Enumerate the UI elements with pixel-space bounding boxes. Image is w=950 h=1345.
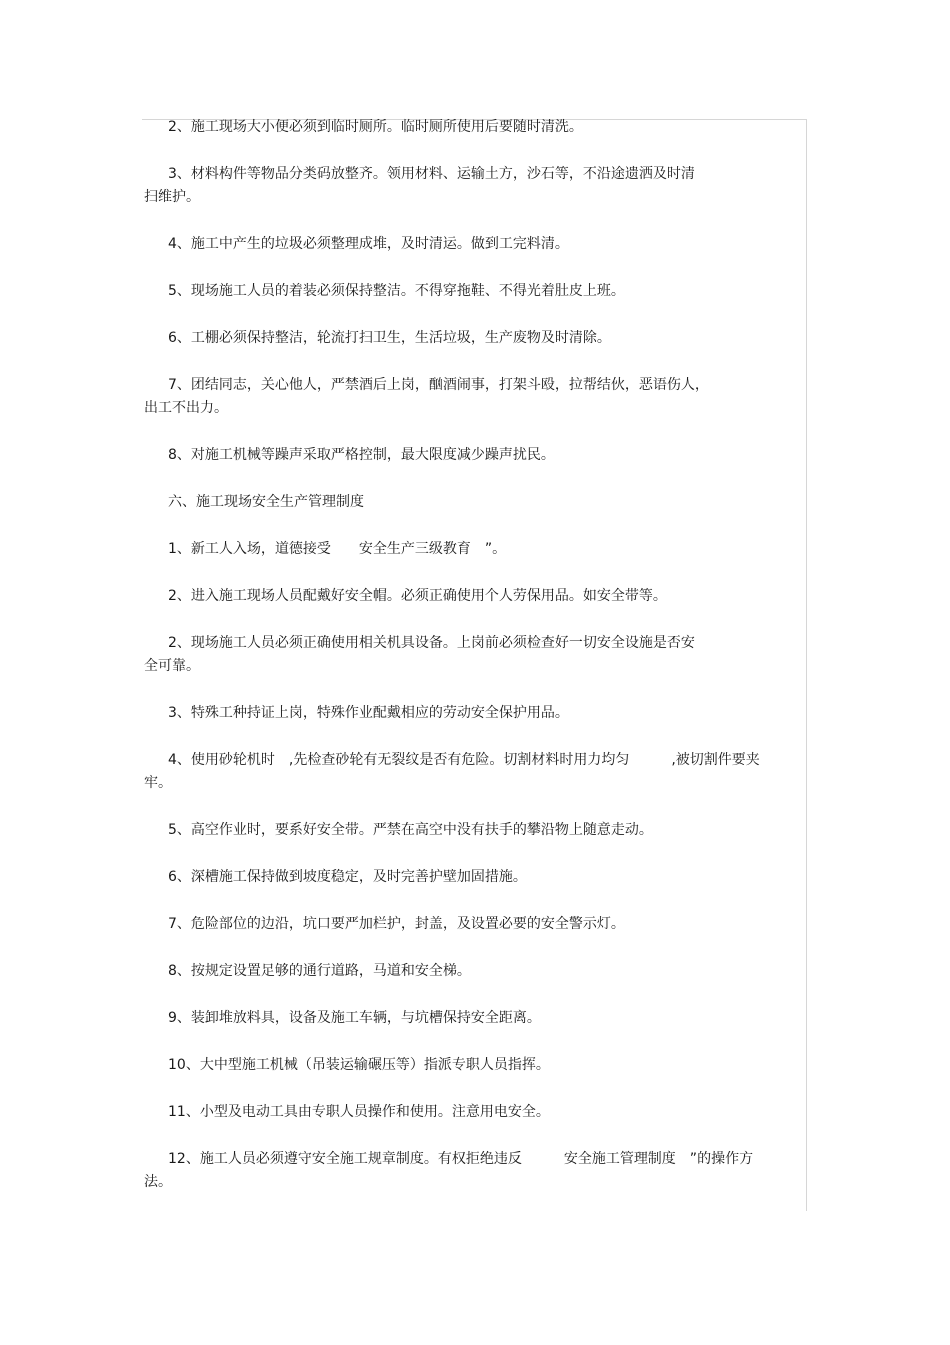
paragraph: [144, 327, 800, 350]
paragraph: [144, 444, 800, 467]
paragraph: [144, 960, 800, 983]
paragraph-line: 6、工棚必须保持整洁，轮流打扫卫生，生活垃圾，生产废物及时清除。: [168, 330, 611, 346]
section-heading-text: 六、施工现场安全生产管理制度: [168, 494, 364, 510]
document-body: [144, 116, 800, 1218]
paragraph-line: 7、团结同志，关心他人，严禁酒后上岗，酗酒闹事，打架斗殴，拉帮结伙，恶语伤人，: [168, 377, 709, 393]
paragraph-line: 7、危险部位的边沿，坑口要严加栏护，封盖，及设置必要的安全警示灯。: [168, 916, 625, 932]
paragraph: [144, 913, 800, 936]
paragraph: [144, 1007, 800, 1030]
paragraph-line: 2、进入施工现场人员配戴好安全帽。必须正确使用个人劳保用品。如安全带等。: [168, 588, 667, 604]
paragraph: [144, 1054, 800, 1077]
paragraph-line: 5、高空作业时，要系好安全带。严禁在高空中没有扶手的攀沿物上随意走动。: [168, 822, 653, 838]
paragraph-line: 扫维护。: [144, 189, 200, 205]
section-heading: [144, 491, 800, 514]
paragraph-line: 1、新工人入场，道德接受 安全生产三级教育 ”。: [168, 541, 507, 557]
paragraph-line: 全可靠。: [144, 658, 200, 674]
paragraph: [144, 632, 800, 678]
paragraph: [144, 819, 800, 842]
paragraph: [144, 233, 800, 256]
paragraph-line: 出工不出力。: [144, 400, 228, 416]
paragraph: [144, 163, 800, 209]
paragraph: [144, 1101, 800, 1124]
paragraph-line: 4、施工中产生的垃圾必须整理成堆，及时清运。做到工完料清。: [168, 236, 569, 252]
paragraph: [144, 702, 800, 725]
paragraph: [144, 585, 800, 608]
paragraph-line: 牢。: [144, 775, 172, 791]
paragraph: [144, 374, 800, 420]
paragraph: [144, 280, 800, 303]
paragraph-line: 9、装卸堆放料具，设备及施工车辆，与坑槽保持安全距离。: [168, 1010, 541, 1026]
paragraph-line: 12、施工人员必须遵守安全施工规章制度。有权拒绝违反 安全施工管理制度 ”的操作方: [168, 1151, 754, 1167]
paragraph-line: 法。: [144, 1174, 172, 1190]
paragraph: [144, 1148, 800, 1194]
paragraph-line: 6、深槽施工保持做到坡度稳定，及时完善护壁加固措施。: [168, 869, 527, 885]
paragraph: [144, 538, 800, 561]
paragraph-line: 10、大中型施工机械（吊装运输碾压等）指派专职人员指挥。: [168, 1057, 550, 1073]
paragraph-line: 3、材料构件等物品分类码放整齐。领用材料、运输土方，沙石等，不沿途遗洒及时清: [168, 166, 695, 182]
paragraph-line: 2、施工现场大小便必须到临时厕所。临时厕所使用后要随时清洗。: [168, 119, 583, 135]
paragraph-line: 2、现场施工人员必须正确使用相关机具设备。上岗前必须检查好一切安全设施是否安: [168, 635, 695, 651]
paragraph-line: 5、现场施工人员的着装必须保持整洁。不得穿拖鞋、不得光着肚皮上班。: [168, 283, 625, 299]
paragraph-line: 4、使用砂轮机时 ,先检查砂轮有无裂纹是否有危险。切割材料时用力均匀 ,被切割件要夹: [168, 752, 760, 768]
paragraph: [144, 116, 800, 139]
paragraph-line: 11、小型及电动工具由专职人员操作和使用。注意用电安全。: [168, 1104, 550, 1120]
paragraph-line: 3、特殊工种持证上岗，特殊作业配戴相应的劳动安全保护用品。: [168, 705, 569, 721]
paragraph: [144, 749, 800, 795]
paragraph-line: 8、对施工机械等躁声采取严格控制，最大限度减少躁声扰民。: [168, 447, 555, 463]
paragraph-line: 8、按规定设置足够的通行道路，马道和安全梯。: [168, 963, 471, 979]
paragraph: [144, 866, 800, 889]
